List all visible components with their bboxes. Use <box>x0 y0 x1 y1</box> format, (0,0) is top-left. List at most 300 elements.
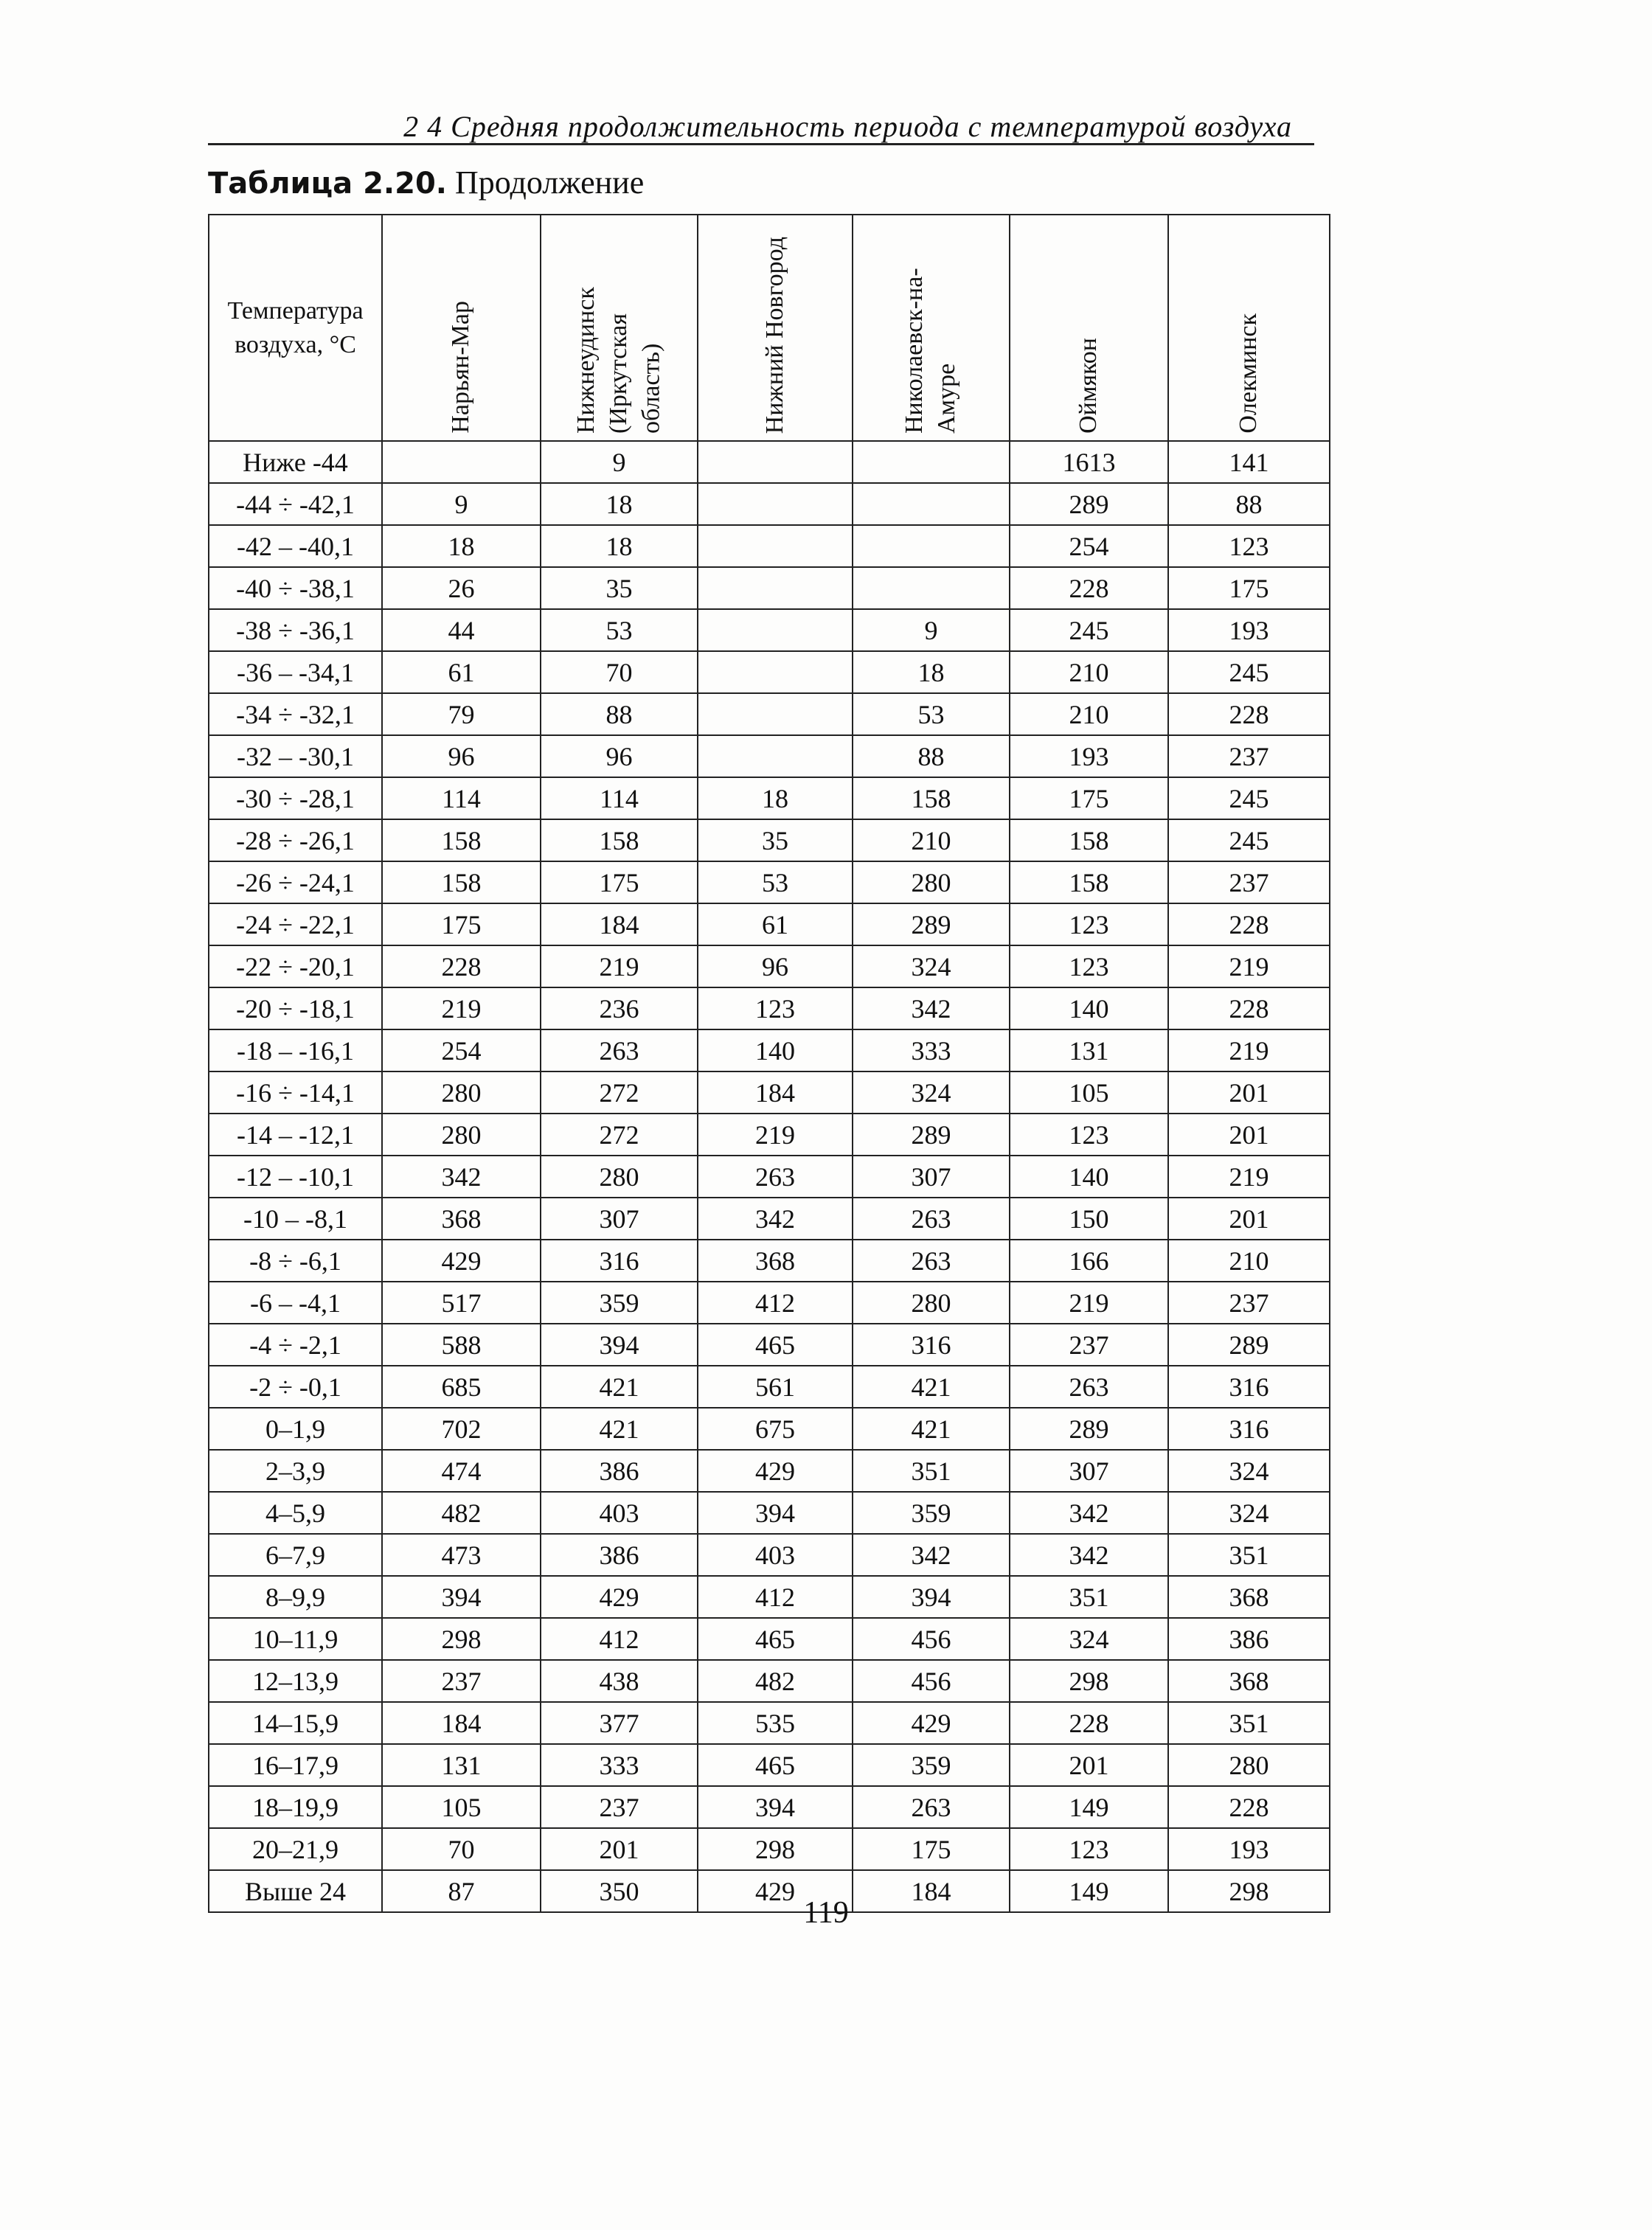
duration-cell: 245 <box>1168 819 1330 861</box>
duration-cell: 141 <box>1168 441 1330 483</box>
duration-cell: 263 <box>698 1156 853 1198</box>
duration-cell: 289 <box>1010 483 1168 525</box>
duration-cell: 429 <box>382 1240 541 1282</box>
column-header-label: Олекминск <box>1235 313 1263 434</box>
table-row <box>209 1744 1330 1786</box>
temperature-range-cell: 10–11,9 <box>209 1618 382 1660</box>
duration-cell: 18 <box>541 525 698 567</box>
table-row <box>209 1828 1330 1870</box>
duration-cell: 386 <box>541 1534 698 1576</box>
column-header-station <box>1010 215 1168 441</box>
duration-cell: 96 <box>541 735 698 777</box>
duration-cell <box>853 483 1010 525</box>
table-row <box>209 483 1330 525</box>
duration-cell: 184 <box>541 903 698 945</box>
duration-cell: 438 <box>541 1660 698 1702</box>
table-row <box>209 735 1330 777</box>
duration-cell: 254 <box>382 1029 541 1071</box>
duration-cell: 403 <box>698 1534 853 1576</box>
duration-cell: 289 <box>1168 1324 1330 1366</box>
duration-cell: 412 <box>541 1618 698 1660</box>
duration-cell: 333 <box>541 1744 698 1786</box>
table-row <box>209 819 1330 861</box>
column-header-label: Оймякон <box>1075 338 1103 434</box>
duration-cell: 298 <box>698 1828 853 1870</box>
duration-cell: 158 <box>382 819 541 861</box>
duration-cell: 184 <box>698 1071 853 1114</box>
table-row <box>209 1534 1330 1576</box>
temperature-range-cell: -34 ÷ -32,1 <box>209 693 382 735</box>
duration-cell: 685 <box>382 1366 541 1408</box>
duration-cell <box>698 651 853 693</box>
duration-cell: 368 <box>1168 1576 1330 1618</box>
page-number: 119 <box>803 1896 849 1930</box>
duration-cell: 9 <box>853 609 1010 651</box>
temperature-range-cell: -14 – -12,1 <box>209 1114 382 1156</box>
duration-cell <box>698 735 853 777</box>
temperature-range-cell: -36 – -34,1 <box>209 651 382 693</box>
duration-cell: 324 <box>1168 1450 1330 1492</box>
duration-cell: 394 <box>698 1492 853 1534</box>
duration-cell: 228 <box>1010 567 1168 609</box>
duration-cell: 70 <box>382 1828 541 1870</box>
table-row <box>209 525 1330 567</box>
duration-cell: 123 <box>1010 945 1168 987</box>
duration-cell: 201 <box>1010 1744 1168 1786</box>
duration-cell <box>698 441 853 483</box>
column-header-label: Нижний Новгород <box>760 236 788 434</box>
duration-cell: 368 <box>1168 1660 1330 1702</box>
duration-cell: 350 <box>541 1870 698 1912</box>
temperature-range-cell: 8–9,9 <box>209 1576 382 1618</box>
table-row <box>209 1071 1330 1114</box>
duration-cell: 316 <box>1168 1408 1330 1450</box>
duration-cell: 280 <box>853 1282 1010 1324</box>
duration-cell: 123 <box>1010 1114 1168 1156</box>
duration-cell <box>698 693 853 735</box>
duration-cell: 210 <box>1010 693 1168 735</box>
duration-cell: 201 <box>1168 1114 1330 1156</box>
duration-cell: 1613 <box>1010 441 1168 483</box>
duration-cell: 456 <box>853 1618 1010 1660</box>
duration-cell: 298 <box>382 1618 541 1660</box>
temperature-range-cell: -26 ÷ -24,1 <box>209 861 382 903</box>
table-row <box>209 1156 1330 1198</box>
duration-cell: 377 <box>541 1702 698 1744</box>
duration-cell: 131 <box>382 1744 541 1786</box>
duration-cell: 421 <box>853 1366 1010 1408</box>
duration-cell: 237 <box>1168 1282 1330 1324</box>
temperature-range-cell: -24 ÷ -22,1 <box>209 903 382 945</box>
temperature-range-cell: 6–7,9 <box>209 1534 382 1576</box>
duration-cell: 193 <box>1010 735 1168 777</box>
temperature-range-cell: -32 – -30,1 <box>209 735 382 777</box>
table-caption-text: Продолжение <box>446 164 645 201</box>
duration-cell: 228 <box>1168 693 1330 735</box>
duration-cell <box>698 567 853 609</box>
duration-cell: 9 <box>382 483 541 525</box>
duration-cell: 324 <box>1168 1492 1330 1534</box>
duration-cell: 561 <box>698 1366 853 1408</box>
temperature-range-cell: -40 ÷ -38,1 <box>209 567 382 609</box>
table-row <box>209 861 1330 903</box>
duration-cell: 18 <box>382 525 541 567</box>
duration-cell: 114 <box>541 777 698 819</box>
table-row <box>209 1282 1330 1324</box>
running-header-text: 2 4 Средняя продолжительность периода с температурой воздуха <box>403 110 1292 143</box>
duration-cell: 298 <box>1168 1870 1330 1912</box>
duration-cell: 429 <box>698 1870 853 1912</box>
table-row <box>209 1786 1330 1828</box>
temperature-range-cell: -18 – -16,1 <box>209 1029 382 1071</box>
temperature-range-cell: 14–15,9 <box>209 1702 382 1744</box>
table-row <box>209 693 1330 735</box>
duration-cell: 263 <box>1010 1366 1168 1408</box>
duration-cell: 342 <box>1010 1534 1168 1576</box>
column-header-station <box>1168 215 1330 441</box>
duration-cell: 429 <box>698 1450 853 1492</box>
duration-cell: 105 <box>382 1786 541 1828</box>
duration-cell: 412 <box>698 1576 853 1618</box>
table-row <box>209 609 1330 651</box>
table-row <box>209 1450 1330 1492</box>
duration-cell: 219 <box>382 987 541 1029</box>
duration-cell: 280 <box>541 1156 698 1198</box>
table-row <box>209 1618 1330 1660</box>
duration-cell: 535 <box>698 1702 853 1744</box>
duration-cell: 219 <box>1168 1029 1330 1071</box>
duration-cell: 18 <box>541 483 698 525</box>
duration-cell: 237 <box>541 1786 698 1828</box>
duration-cell: 175 <box>1168 567 1330 609</box>
duration-cell: 245 <box>1010 609 1168 651</box>
duration-cell: 342 <box>698 1198 853 1240</box>
table-body <box>209 441 1330 1912</box>
duration-cell <box>853 441 1010 483</box>
duration-cell: 87 <box>382 1870 541 1912</box>
duration-cell: 237 <box>1010 1324 1168 1366</box>
duration-cell: 324 <box>1010 1618 1168 1660</box>
duration-cell: 228 <box>1168 1786 1330 1828</box>
duration-cell: 61 <box>698 903 853 945</box>
temperature-range-cell: -2 ÷ -0,1 <box>209 1366 382 1408</box>
temperature-range-cell: -16 ÷ -14,1 <box>209 1071 382 1114</box>
duration-cell: 465 <box>698 1324 853 1366</box>
duration-cell: 149 <box>1010 1870 1168 1912</box>
duration-cell: 386 <box>1168 1618 1330 1660</box>
duration-cell: 158 <box>541 819 698 861</box>
duration-cell: 351 <box>1010 1576 1168 1618</box>
duration-cell: 342 <box>853 1534 1010 1576</box>
duration-cell: 18 <box>698 777 853 819</box>
column-header-station <box>382 215 541 441</box>
duration-cell: 351 <box>853 1450 1010 1492</box>
duration-cell: 307 <box>541 1198 698 1240</box>
duration-cell: 298 <box>1010 1660 1168 1702</box>
duration-cell: 96 <box>698 945 853 987</box>
duration-cell: 35 <box>541 567 698 609</box>
duration-cell: 245 <box>1168 777 1330 819</box>
duration-cell: 421 <box>541 1408 698 1450</box>
duration-cell: 394 <box>853 1576 1010 1618</box>
temperature-range-cell: 20–21,9 <box>209 1828 382 1870</box>
duration-cell: 175 <box>853 1828 1010 1870</box>
duration-cell: 193 <box>1168 1828 1330 1870</box>
duration-cell: 429 <box>541 1576 698 1618</box>
duration-cell: 228 <box>382 945 541 987</box>
duration-cell: 236 <box>541 987 698 1029</box>
table-row <box>209 1576 1330 1618</box>
duration-cell: 210 <box>853 819 1010 861</box>
duration-cell: 482 <box>382 1492 541 1534</box>
duration-cell: 88 <box>541 693 698 735</box>
duration-cell: 96 <box>382 735 541 777</box>
duration-cell: 368 <box>382 1198 541 1240</box>
duration-cell: 394 <box>541 1324 698 1366</box>
duration-cell: 263 <box>853 1786 1010 1828</box>
duration-cell: 219 <box>1168 945 1330 987</box>
duration-cell: 201 <box>1168 1071 1330 1114</box>
duration-cell: 307 <box>853 1156 1010 1198</box>
duration-cell: 316 <box>853 1324 1010 1366</box>
column-header-label: Нижнеудинск (Иркутская область) <box>572 287 665 434</box>
duration-cell: 316 <box>1168 1366 1330 1408</box>
duration-cell: 131 <box>1010 1029 1168 1071</box>
temperature-range-cell: 4–5,9 <box>209 1492 382 1534</box>
temperature-range-cell: -28 ÷ -26,1 <box>209 819 382 861</box>
duration-cell: 394 <box>698 1786 853 1828</box>
duration-cell: 123 <box>1010 1828 1168 1870</box>
duration-cell: 219 <box>1010 1282 1168 1324</box>
temperature-range-cell: 18–19,9 <box>209 1786 382 1828</box>
duration-cell: 263 <box>853 1198 1010 1240</box>
column-header-label: Нарьян-Мар <box>447 301 475 434</box>
table-row <box>209 1114 1330 1156</box>
duration-cell: 421 <box>541 1366 698 1408</box>
duration-cell: 219 <box>541 945 698 987</box>
temperature-range-cell: -38 ÷ -36,1 <box>209 609 382 651</box>
duration-cell: 88 <box>853 735 1010 777</box>
duration-cell: 70 <box>541 651 698 693</box>
duration-cell: 210 <box>1168 1240 1330 1282</box>
duration-cell: 26 <box>382 567 541 609</box>
duration-cell: 359 <box>541 1282 698 1324</box>
temperature-range-cell: Ниже -44 <box>209 441 382 483</box>
duration-cell: 289 <box>1010 1408 1168 1450</box>
duration-cell: 158 <box>853 777 1010 819</box>
table-row <box>209 1324 1330 1366</box>
duration-cell <box>698 609 853 651</box>
duration-cell: 333 <box>853 1029 1010 1071</box>
duration-cell: 359 <box>853 1744 1010 1786</box>
duration-cell: 105 <box>1010 1071 1168 1114</box>
temperature-range-cell: 16–17,9 <box>209 1744 382 1786</box>
duration-cell: 53 <box>541 609 698 651</box>
column-header-station <box>698 215 853 441</box>
temperature-range-cell: -42 – -40,1 <box>209 525 382 567</box>
duration-cell: 140 <box>1010 987 1168 1029</box>
table-caption-label: Таблица 2.20. <box>208 167 447 201</box>
duration-cell: 219 <box>1168 1156 1330 1198</box>
duration-cell: 474 <box>382 1450 541 1492</box>
duration-cell: 272 <box>541 1114 698 1156</box>
duration-cell: 53 <box>698 861 853 903</box>
data-table <box>208 214 1330 1913</box>
duration-cell: 166 <box>1010 1240 1168 1282</box>
column-header-temperature: Температура воздуха, °С <box>209 215 382 441</box>
duration-cell: 456 <box>853 1660 1010 1702</box>
duration-cell: 280 <box>382 1114 541 1156</box>
table-row <box>209 903 1330 945</box>
table-caption <box>208 164 644 201</box>
temperature-range-cell: -22 ÷ -20,1 <box>209 945 382 987</box>
temperature-range-cell: -12 – -10,1 <box>209 1156 382 1198</box>
duration-cell: 61 <box>382 651 541 693</box>
temperature-range-cell: 2–3,9 <box>209 1450 382 1492</box>
duration-cell: 324 <box>853 945 1010 987</box>
column-header-station <box>541 215 698 441</box>
duration-cell: 123 <box>1168 525 1330 567</box>
duration-cell: 245 <box>1168 651 1330 693</box>
duration-cell: 675 <box>698 1408 853 1450</box>
duration-cell: 201 <box>1168 1198 1330 1240</box>
table-row <box>209 441 1330 483</box>
duration-cell <box>853 525 1010 567</box>
duration-cell: 193 <box>1168 609 1330 651</box>
temperature-range-cell: 0–1,9 <box>209 1408 382 1450</box>
table-row <box>209 777 1330 819</box>
duration-cell: 289 <box>853 1114 1010 1156</box>
temperature-range-cell: 12–13,9 <box>209 1660 382 1702</box>
temperature-range-cell: -30 ÷ -28,1 <box>209 777 382 819</box>
duration-cell: 412 <box>698 1282 853 1324</box>
duration-cell: 184 <box>382 1702 541 1744</box>
duration-cell: 18 <box>853 651 1010 693</box>
temperature-range-cell: Выше 24 <box>209 1870 382 1912</box>
temperature-range-cell: -8 ÷ -6,1 <box>209 1240 382 1282</box>
table-row <box>209 651 1330 693</box>
duration-cell: 175 <box>382 903 541 945</box>
duration-cell: 342 <box>1010 1492 1168 1534</box>
duration-cell: 140 <box>698 1029 853 1071</box>
duration-cell: 150 <box>1010 1198 1168 1240</box>
table-row <box>209 1408 1330 1450</box>
duration-cell: 210 <box>1010 651 1168 693</box>
table-row <box>209 1366 1330 1408</box>
duration-cell: 35 <box>698 819 853 861</box>
duration-cell: 140 <box>1010 1156 1168 1198</box>
duration-cell: 201 <box>541 1828 698 1870</box>
duration-cell: 123 <box>1010 903 1168 945</box>
duration-cell: 473 <box>382 1534 541 1576</box>
table-row <box>209 987 1330 1029</box>
duration-cell: 158 <box>1010 861 1168 903</box>
duration-cell <box>853 567 1010 609</box>
duration-cell: 386 <box>541 1450 698 1492</box>
duration-cell: 351 <box>1168 1702 1330 1744</box>
duration-cell: 237 <box>1168 861 1330 903</box>
column-header-station <box>853 215 1010 441</box>
temperature-range-cell: -10 – -8,1 <box>209 1198 382 1240</box>
column-header-label: Николаевск-на-Амуре <box>900 268 961 434</box>
temperature-range-cell: -6 – -4,1 <box>209 1282 382 1324</box>
duration-cell: 429 <box>853 1702 1010 1744</box>
table-row <box>209 1660 1330 1702</box>
duration-cell: 219 <box>698 1114 853 1156</box>
duration-cell: 289 <box>853 903 1010 945</box>
duration-cell: 368 <box>698 1240 853 1282</box>
duration-cell: 149 <box>1010 1786 1168 1828</box>
duration-cell: 359 <box>853 1492 1010 1534</box>
duration-cell: 184 <box>853 1870 1010 1912</box>
duration-cell: 394 <box>382 1576 541 1618</box>
duration-cell: 175 <box>1010 777 1168 819</box>
table-header-row <box>209 215 1330 441</box>
duration-cell: 158 <box>382 861 541 903</box>
duration-cell: 79 <box>382 693 541 735</box>
duration-cell: 228 <box>1168 987 1330 1029</box>
duration-cell: 324 <box>853 1071 1010 1114</box>
duration-cell: 114 <box>382 777 541 819</box>
duration-cell: 307 <box>1010 1450 1168 1492</box>
running-header <box>208 109 1314 145</box>
duration-cell: 254 <box>1010 525 1168 567</box>
duration-cell: 53 <box>853 693 1010 735</box>
duration-cell: 44 <box>382 609 541 651</box>
duration-cell <box>698 525 853 567</box>
duration-cell: 272 <box>541 1071 698 1114</box>
duration-cell: 280 <box>382 1071 541 1114</box>
temperature-range-cell: -44 ÷ -42,1 <box>209 483 382 525</box>
duration-cell: 263 <box>853 1240 1010 1282</box>
duration-cell: 403 <box>541 1492 698 1534</box>
duration-cell: 228 <box>1010 1702 1168 1744</box>
duration-cell: 228 <box>1168 903 1330 945</box>
duration-cell: 237 <box>382 1660 541 1702</box>
duration-cell: 465 <box>698 1618 853 1660</box>
duration-cell: 342 <box>853 987 1010 1029</box>
duration-cell: 123 <box>698 987 853 1029</box>
duration-cell: 588 <box>382 1324 541 1366</box>
table-row <box>209 945 1330 987</box>
duration-cell <box>698 483 853 525</box>
duration-cell: 9 <box>541 441 698 483</box>
duration-cell: 342 <box>382 1156 541 1198</box>
duration-cell: 280 <box>853 861 1010 903</box>
duration-cell <box>382 441 541 483</box>
duration-cell: 88 <box>1168 483 1330 525</box>
duration-cell: 702 <box>382 1408 541 1450</box>
table-row <box>209 1240 1330 1282</box>
duration-cell: 316 <box>541 1240 698 1282</box>
duration-cell: 351 <box>1168 1534 1330 1576</box>
duration-cell: 158 <box>1010 819 1168 861</box>
table-row <box>209 567 1330 609</box>
temperature-range-cell: -4 ÷ -2,1 <box>209 1324 382 1366</box>
duration-cell: 421 <box>853 1408 1010 1450</box>
duration-cell: 482 <box>698 1660 853 1702</box>
duration-cell: 263 <box>541 1029 698 1071</box>
duration-cell: 517 <box>382 1282 541 1324</box>
duration-cell: 465 <box>698 1744 853 1786</box>
duration-cell: 280 <box>1168 1744 1330 1786</box>
duration-cell: 175 <box>541 861 698 903</box>
duration-cell: 237 <box>1168 735 1330 777</box>
temperature-range-cell: -20 ÷ -18,1 <box>209 987 382 1029</box>
table-row <box>209 1029 1330 1071</box>
table-row <box>209 1702 1330 1744</box>
table-row <box>209 1198 1330 1240</box>
